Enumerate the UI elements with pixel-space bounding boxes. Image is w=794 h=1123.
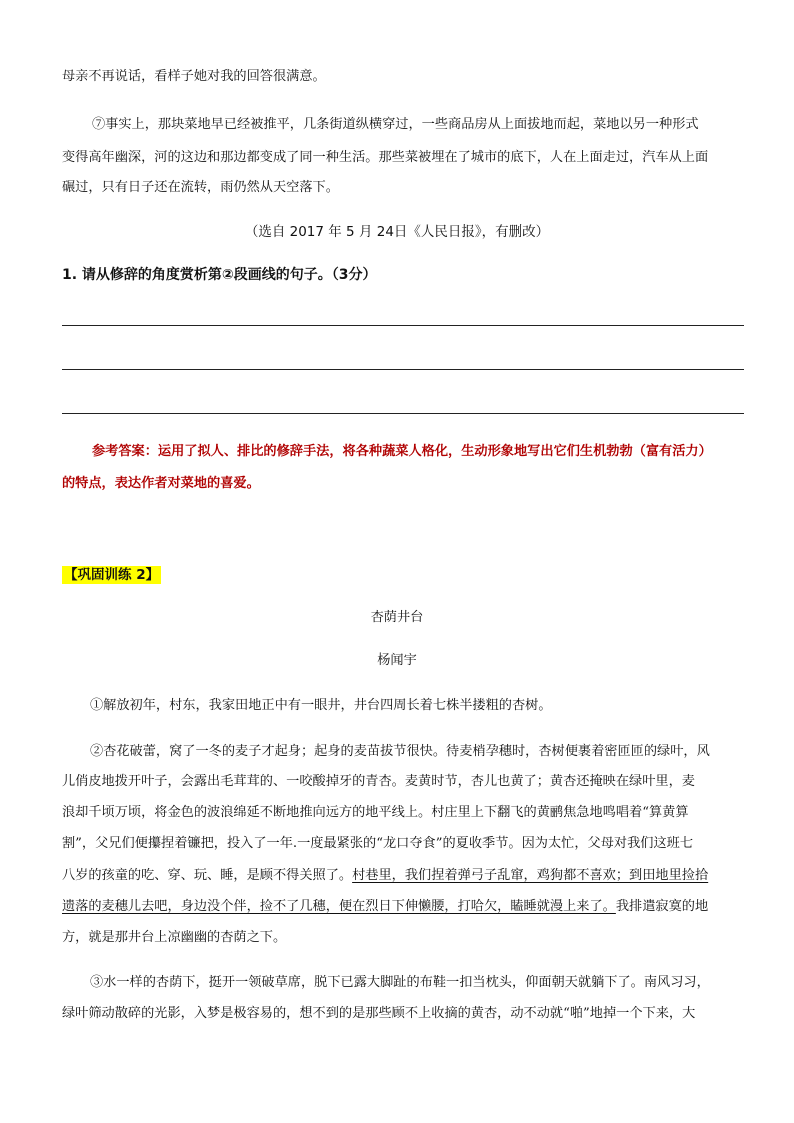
paragraph-2-line-2: 儿俏皮地拨开叶子，会露出毛茸茸的、一咬酸掉牙的青杏。麦黄时节，杏儿也黄了；黄杏还掩映在绿叶里，麦	[62, 774, 695, 789]
paragraph-2-line-5	[62, 866, 742, 886]
paragraph-3-line-2: 绿叶筛动散碎的光影，入梦是极容易的，想不到的是那些顾不上收摘的黄杏，动不动就“啪”地掉一个下来，大	[62, 1006, 696, 1021]
paragraph-3-line-1: ③水一样的杏荫下，挺开一领破草席，脱下已露大脚趾的布鞋一扣当枕头，仰面朝天就躺下了。南风习习，	[90, 975, 710, 990]
plain-text: 八岁的孩童的吃、穿、玩、睡，是顾不得关照了。	[62, 868, 353, 883]
paragraph-2-line-6	[62, 897, 742, 917]
passage-line: 母亲不再说话，看样子她对我的回答很满意。	[62, 69, 326, 84]
answer-line	[62, 369, 744, 370]
paragraph-7-line-1: ⑦事实上，那块菜地早已经被推平，几条街道纵横穿过，一些商品房从上面拔地而起，菜地以另一种形式	[92, 117, 699, 132]
paragraph-2-line-7: 方，就是那井台上凉幽幽的杏荫之下。	[62, 930, 287, 945]
reference-answer-line-2: 的特点，表达作者对菜地的喜爱。	[62, 476, 260, 491]
underlined-sentence: 遗落的麦穗儿去吧，身边没个伴，捡不了几穗，便在烈日下伸懒腰，打哈欠，瞌睡就漫上来了。	[62, 899, 616, 914]
answer-line	[62, 325, 744, 326]
paragraph-2-line-3: 浪却千顷万顷，将金色的波浪绵延不断地推向远方的地平线上。村庄里上下翻飞的黄鹂焦急地鸣唱着“算黄算	[62, 805, 689, 820]
paragraph-2-line-1: ②杏花破蕾，窝了一冬的麦子才起身；起身的麦苗拔节很快。待麦梢孕穗时，杏树便裹着密匝匝的绿叶，风	[90, 744, 710, 759]
plain-text: 我排遣寂寞的地	[615, 899, 709, 914]
paragraph-2-line-4: 割”，父兄们便攥捏着镰把，投入了一年.一度最紧张的“龙口夺食”的夏收季节。因为太忙，父母对我们这班七	[62, 836, 694, 851]
question-1: 1. 请从修辞的角度赏析第②段画线的句子。（3分）	[62, 267, 377, 283]
paragraph-7-line-3: 碾过，只有日子还在流转，雨仍然从天空落下。	[62, 180, 339, 195]
reference-answer-line-1: 参考答案：运用了拟人、排比的修辞手法，将各种蔬菜人格化，生动形象地写出它们生机勃勃（富有活力）	[92, 444, 712, 459]
source-citation: （选自 2017 年 5 月 24日《人民日报》，有删改）	[244, 224, 550, 240]
paragraph-1: ①解放初年，村东，我家田地正中有一眼井，井台四周长着七株半搂粗的杏树。	[90, 698, 552, 713]
section-tag: 【巩固训练 2】	[64, 567, 160, 583]
answer-line	[62, 413, 744, 414]
article-title: 杏荫井台	[370, 610, 424, 625]
underlined-sentence: 村巷里，我们捏着弹弓子乱窜，鸡狗都不喜欢；到田地里捡拾	[352, 868, 709, 883]
paragraph-7-line-2: 变得高年幽深，河的这边和那边都变成了同一种生活。那些菜被埋在了城市的底下，人在上面走过，汽车从上面	[62, 150, 709, 165]
article-author: 杨闻宇	[377, 653, 417, 668]
